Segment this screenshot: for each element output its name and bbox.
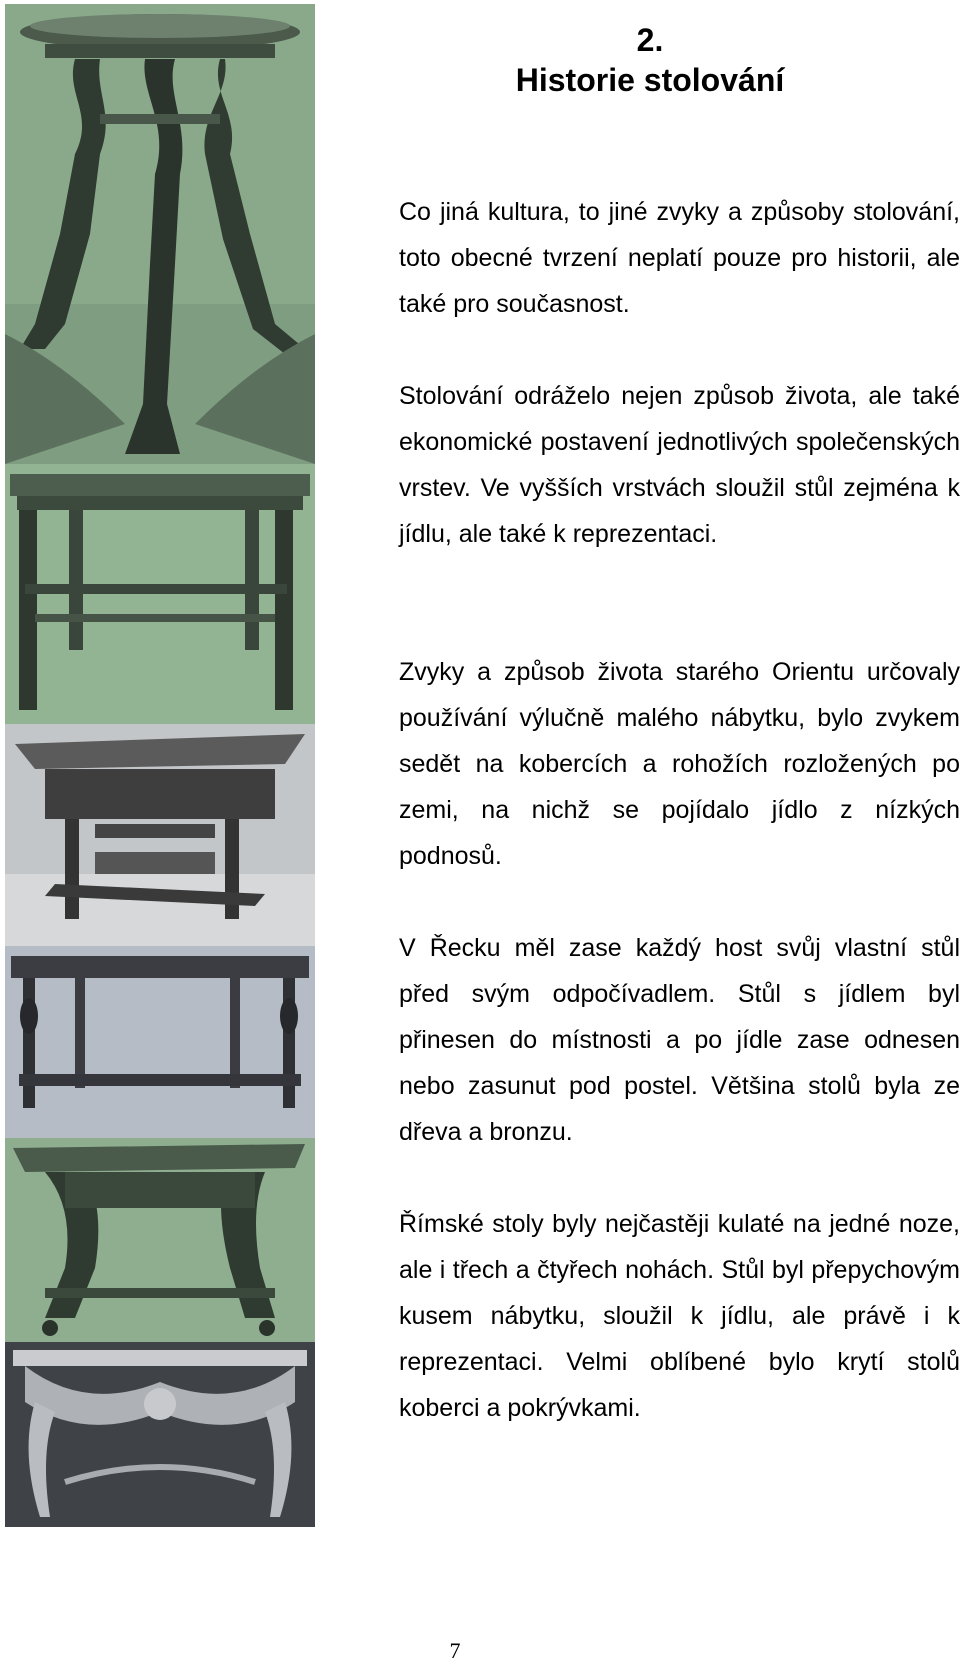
trestle-table-photo <box>5 1138 315 1342</box>
chapter-heading <box>340 20 960 100</box>
tripod-table-photo <box>5 4 315 464</box>
chapter-title: Historie stolování <box>515 62 785 98</box>
body-text <box>399 189 960 1431</box>
paragraph: Římské stoly byly nejčastěji kulaté na jedné noze, ale i třech a čtyřech nohách. Stůl byl přepychovým kusem nábytku, sloužil k jídlu, ale právě i k reprezentaci. Velmi oblíbené bylo krytí stolů koberci a pokrývkami. <box>399 1210 960 1422</box>
photo-column <box>5 4 315 1527</box>
ornate-table-photo <box>5 1342 315 1527</box>
paragraph: V Řecku měl zase každý host svůj vlastní stůl před svým odpočívadlem. Stůl s jídlem byl přinesen do místnosti a po jídle zase odnesen nebo zasunut pod postel. Většina stolů byla ze dřeva a bronzu. <box>399 934 960 1146</box>
box-table-photo <box>5 724 315 946</box>
turned-leg-table-photo <box>5 946 315 1138</box>
page-number: 7 <box>449 1638 461 1663</box>
paragraph: Stolování odráželo nejen způsob života, ale také ekonomické postavení jednotlivých společenských vrstev. Ve vyšších vrstvách sloužil stůl zejména k jídlu, ale také k reprezentaci. <box>399 382 960 548</box>
chapter-number: 2. <box>636 22 664 58</box>
paragraph: Zvyky a způsob života starého Orientu určovaly používání výlučně malého nábytku, bylo zvykem sedět na kobercích a rohožích rozložených po zemi, na nichž se pojídalo jídlo z nízkých podnosů. <box>399 658 960 870</box>
simple-table-photo <box>5 464 315 724</box>
paragraph: Co jiná kultura, to jiné zvyky a způsoby stolování, toto obecné tvrzení neplatí pouze pro historii, ale také pro současnost. <box>399 198 960 318</box>
